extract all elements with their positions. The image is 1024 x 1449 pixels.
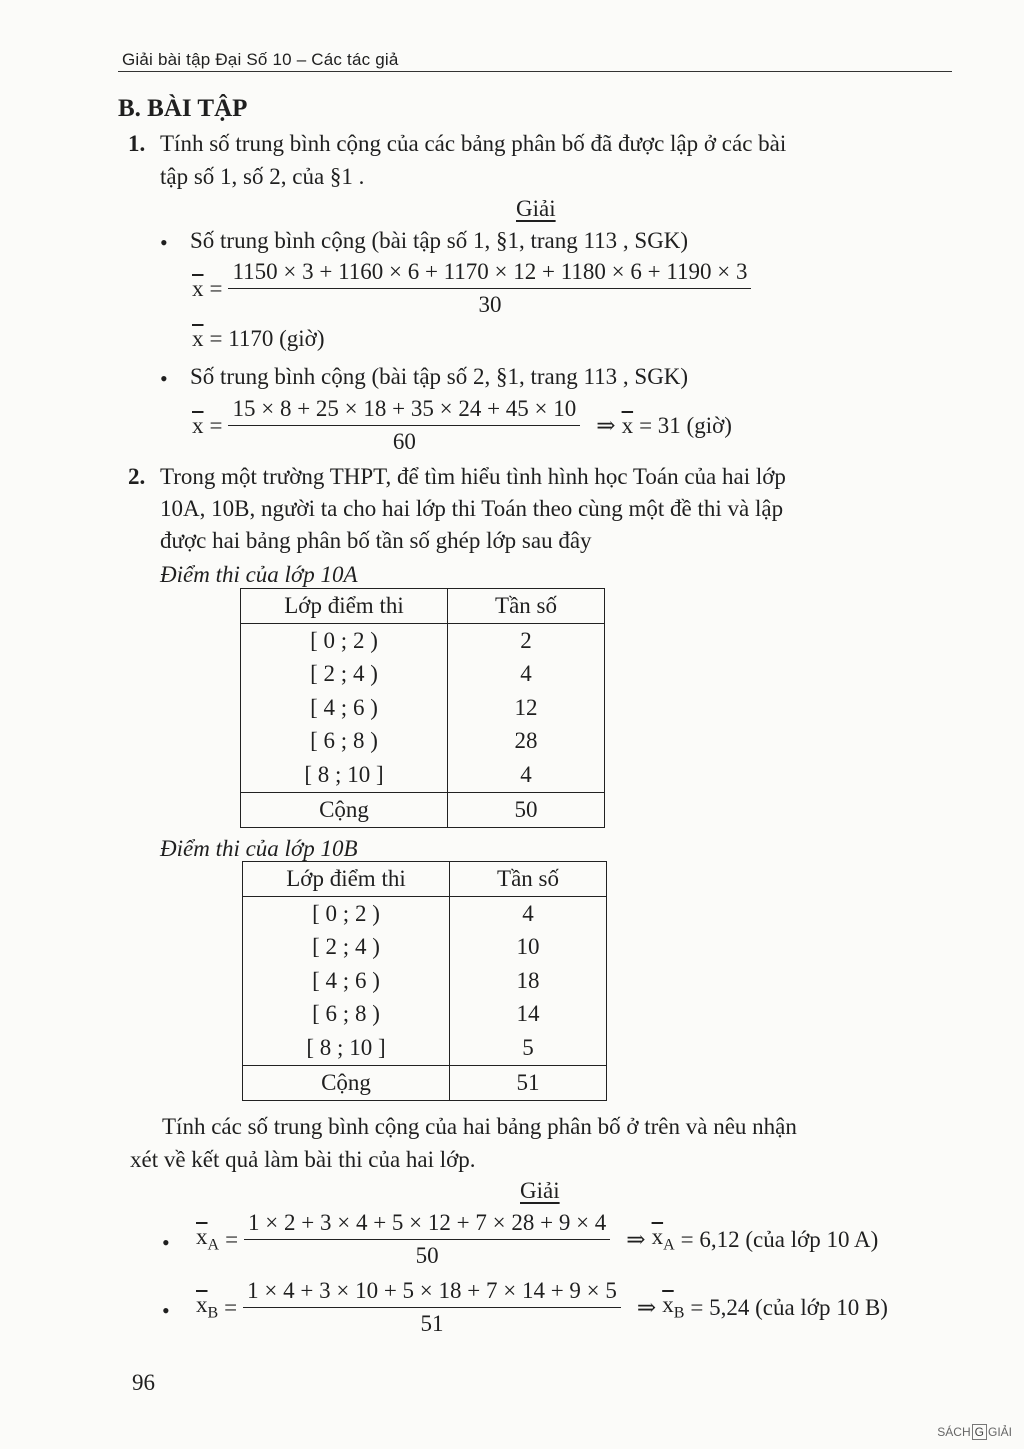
bullet-dot: • bbox=[160, 366, 168, 391]
header-cell: Tần số bbox=[450, 862, 607, 897]
fraction-2-denominator: 60 bbox=[392, 429, 416, 454]
table-row bbox=[243, 1031, 607, 1065]
class-interval: [ 8 ; 10 ] bbox=[243, 1031, 450, 1065]
xbar-a-symbol: $\overline{x}_A$ bbox=[651, 1224, 675, 1254]
table-row bbox=[241, 624, 605, 658]
fraction-1-denominator: 30 bbox=[478, 292, 502, 317]
table-a-caption: Điểm thi của lớp 10A bbox=[160, 562, 358, 587]
table-10a bbox=[240, 588, 605, 828]
header-cell: Tần số bbox=[448, 589, 605, 624]
class-interval: [ 6 ; 8 ) bbox=[241, 725, 448, 759]
table-row bbox=[241, 758, 605, 792]
xbar-symbol: $\overline{x}$ bbox=[192, 412, 204, 438]
formula-mean-b bbox=[196, 1275, 894, 1340]
exercise-1-number: 1. bbox=[128, 131, 146, 156]
table-row bbox=[241, 658, 605, 692]
total-value: 51 bbox=[450, 1065, 607, 1100]
formula-mean-2 bbox=[192, 393, 738, 458]
result-1-value: = 1170 (giờ) bbox=[209, 326, 325, 351]
class-interval: [ 2 ; 4 ) bbox=[243, 931, 450, 965]
implies-arrow: ⇒ bbox=[626, 1226, 646, 1252]
page-number: 96 bbox=[132, 1370, 155, 1395]
frequency: 5 bbox=[450, 1031, 607, 1065]
table-10b bbox=[242, 861, 607, 1101]
table-row bbox=[241, 725, 605, 759]
exercise-1-line-2: tập số 1, số 2, của §1 . bbox=[160, 164, 365, 189]
solution-label-2: Giải bbox=[520, 1178, 560, 1203]
fraction-a-numerator: 1 × 2 + 3 × 4 + 5 × 12 + 7 × 28 + 9 × 4 bbox=[244, 1207, 610, 1240]
exercise-2-number: 2. bbox=[128, 464, 146, 489]
header-cell: Lớp điểm thi bbox=[243, 862, 450, 897]
fraction-2 bbox=[228, 393, 580, 458]
xbar-b-symbol: $\overline{x}_B$ bbox=[196, 1292, 219, 1322]
implies-arrow: ⇒ bbox=[596, 412, 616, 438]
fraction-a-denominator: 50 bbox=[415, 1243, 439, 1268]
table-b-caption: Điểm thi của lớp 10B bbox=[160, 836, 358, 861]
table-row bbox=[243, 931, 607, 965]
frequency: 10 bbox=[450, 931, 607, 965]
task-line-2: xét về kết quả làm bài thi của hai lớp. bbox=[130, 1147, 476, 1172]
result-1 bbox=[192, 326, 331, 352]
total-label: Cộng bbox=[243, 1065, 450, 1100]
equals-sign: = bbox=[225, 1226, 239, 1252]
result-2-value: = 31 (giờ) bbox=[639, 412, 732, 438]
frequency: 18 bbox=[450, 964, 607, 998]
bullet-dot: • bbox=[162, 1298, 170, 1323]
table-row bbox=[243, 964, 607, 998]
total-label: Cộng bbox=[241, 792, 448, 827]
frequency: 28 bbox=[448, 725, 605, 759]
frequency: 4 bbox=[448, 758, 605, 792]
class-interval: [ 4 ; 6 ) bbox=[243, 964, 450, 998]
class-interval: [ 0 ; 2 ) bbox=[243, 897, 450, 931]
fraction-2-numerator: 15 × 8 + 25 × 18 + 35 × 24 + 45 × 10 bbox=[228, 393, 580, 426]
formula-mean-a bbox=[196, 1207, 884, 1272]
frequency: 4 bbox=[450, 897, 607, 931]
bullet-dot: • bbox=[160, 230, 168, 255]
frequency: 2 bbox=[448, 624, 605, 658]
exercise-2-line-1: Trong một trường THPT, để tìm hiểu tình hình học Toán của hai lớp bbox=[160, 464, 786, 489]
header-cell: Lớp điểm thi bbox=[241, 589, 448, 624]
total-value: 50 bbox=[448, 792, 605, 827]
equals-sign: = bbox=[209, 412, 223, 438]
formula-mean-1 bbox=[192, 256, 757, 321]
class-interval: [ 0 ; 2 ) bbox=[241, 624, 448, 658]
exercise-2-line-3: được hai bảng phân bố tần số ghép lớp sau đây bbox=[160, 528, 592, 553]
solution-1-bullet-2: Số trung bình cộng (bài tập số 2, §1, trang 113 , SGK) bbox=[190, 364, 689, 389]
bullet-dot: • bbox=[162, 1230, 170, 1255]
exercise-1-line-1: Tính số trung bình cộng của các bảng phân bố đã được lập ở các bài bbox=[160, 131, 787, 156]
table-total-row bbox=[243, 1065, 607, 1100]
fraction-1 bbox=[228, 256, 751, 321]
xbar-a-symbol: $\overline{x}_A$ bbox=[196, 1224, 220, 1254]
solution-1-bullet-1: Số trung bình cộng (bài tập số 1, §1, trang 113 , SGK) bbox=[190, 228, 689, 253]
xbar-b-symbol: $\overline{x}_B$ bbox=[662, 1292, 685, 1322]
running-header: Giải bài tập Đại Số 10 – Các tác giả bbox=[122, 50, 399, 69]
frequency: 12 bbox=[448, 691, 605, 725]
fraction-b-numerator: 1 × 4 + 3 × 10 + 5 × 18 + 7 × 14 + 9 × 5 bbox=[243, 1275, 621, 1308]
fraction-1-numerator: 1150 × 3 + 1160 × 6 + 1170 × 12 + 1180 × 6 + 1190 × 3 bbox=[228, 256, 751, 289]
publisher-logo: SÁCH G GIẢI bbox=[937, 1425, 1012, 1439]
equals-sign: = bbox=[209, 275, 223, 301]
xbar-symbol: $\overline{x}$ bbox=[192, 275, 204, 301]
implies-arrow: ⇒ bbox=[636, 1294, 657, 1320]
header-rule bbox=[118, 71, 952, 72]
table-total-row bbox=[241, 792, 605, 827]
task-line-1: Tính các số trung bình cộng của hai bảng phân bố ở trên và nêu nhận bbox=[162, 1114, 797, 1139]
class-interval: [ 2 ; 4 ) bbox=[241, 658, 448, 692]
table-header-row bbox=[243, 862, 607, 897]
equals-sign: = bbox=[224, 1294, 238, 1320]
fraction-b-denominator: 51 bbox=[420, 1311, 444, 1336]
table-header-row bbox=[241, 589, 605, 624]
class-interval: [ 4 ; 6 ) bbox=[241, 691, 448, 725]
table-row bbox=[241, 691, 605, 725]
fraction-b bbox=[243, 1275, 621, 1340]
result-b-value: = 5,24 (của lớp 10 B) bbox=[690, 1294, 888, 1320]
frequency: 14 bbox=[450, 998, 607, 1032]
table-row bbox=[243, 998, 607, 1032]
fraction-a bbox=[244, 1207, 610, 1272]
xbar-symbol: $\overline{x}$ bbox=[621, 412, 634, 438]
result-a-value: = 6,12 (của lớp 10 A) bbox=[680, 1226, 879, 1252]
section-title: B. BÀI TẬP bbox=[118, 95, 248, 122]
class-interval: [ 8 ; 10 ] bbox=[241, 758, 448, 792]
xbar-symbol: $\overline{x}$ bbox=[192, 326, 204, 351]
class-interval: [ 6 ; 8 ) bbox=[243, 998, 450, 1032]
table-row bbox=[243, 897, 607, 931]
solution-label-1: Giải bbox=[516, 196, 556, 221]
exercise-2-line-2: 10A, 10B, người ta cho hai lớp thi Toán theo cùng một đề thi và lập bbox=[160, 496, 784, 521]
frequency: 4 bbox=[448, 658, 605, 692]
